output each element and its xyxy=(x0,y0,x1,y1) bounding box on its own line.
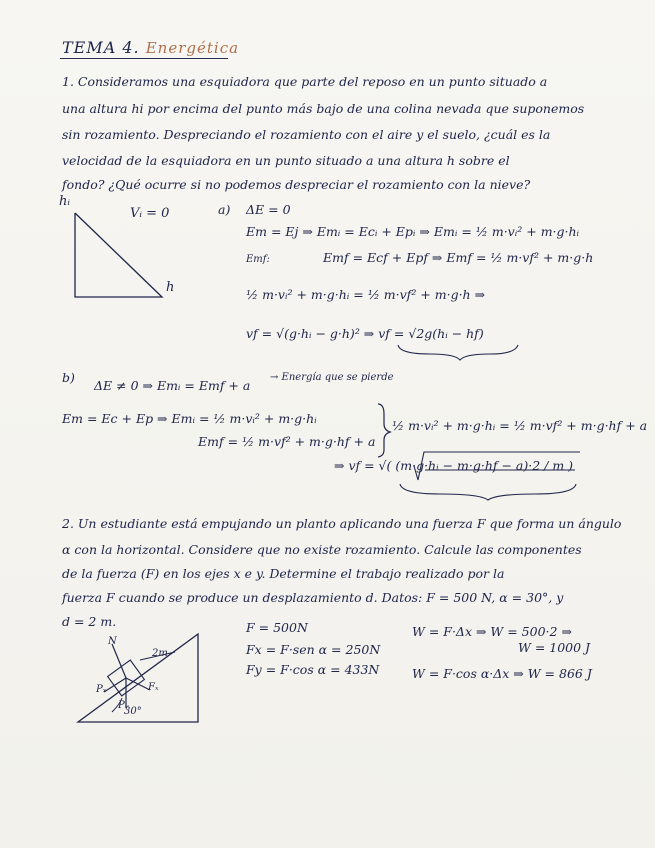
p2-work-2: W = 1000 J xyxy=(518,640,591,655)
p1-b-eq-4: Emf = ½ m·vf² + m·g·hf + a xyxy=(198,434,376,449)
p1-a-eq-6: vf = √(g·hᵢ − g·h)² ⇒ vf = √2g(hᵢ − hf) xyxy=(246,326,484,341)
p1-a-eq-2: Em = Ej ⇒ Emᵢ = Ecᵢ + Epᵢ ⇒ Emᵢ = ½ m·vᵢ² + m·g·hᵢ xyxy=(246,224,580,239)
p1-part-a-label: a) xyxy=(218,202,231,217)
p2-line-1: 2. Un estudiante está empujando un planto aplicando una fuerza F que forma un ángulo xyxy=(62,516,622,531)
p2-label-px: Pₓ xyxy=(96,684,107,695)
p2-label-n: N xyxy=(108,636,117,647)
p2-line-2: α con la horizontal. Considere que no existe rozamiento. Calcule las componentes xyxy=(62,542,582,557)
p1-a-eq-5: ½ m·vᵢ² + m·g·hᵢ = ½ m·vf² + m·g·h ⇒ xyxy=(246,287,486,302)
title-sub: Energética xyxy=(145,39,240,57)
p1-a-eq-3: Emf: xyxy=(246,254,270,265)
p2-work-3: W = F·cos α·Δx ⇒ W = 866 J xyxy=(412,666,592,681)
p2-label-py: Pᵧ xyxy=(118,700,129,711)
p2-result-2: Fx = F·sen α = 250N xyxy=(246,642,381,657)
p1-label-vi: Vᵢ = 0 xyxy=(130,206,170,221)
p1-label-h: h xyxy=(166,280,175,295)
p2-line-4: fuerza F cuando se produce un desplazamiento d. Datos: F = 500 N, α = 30°, y xyxy=(62,590,564,605)
p1-b-eq-1: ΔE ≠ 0 ⇒ Emᵢ = Emf + a xyxy=(94,378,251,393)
p2-line-3: de la fuerza (F) en los ejes x e y. Determine el trabajo realizado por la xyxy=(62,566,505,581)
p2-work-1: W = F·Δx ⇒ W = 500·2 ⇒ xyxy=(412,624,572,639)
p1-line-2: una altura hi por encima del punto más bajo de una colina nevada que suponemos xyxy=(62,101,585,116)
p1-line-1: 1. Consideramos una esquiadora que parte del reposo en un punto situado a xyxy=(62,74,548,89)
p1-line-3: sin rozamiento. Despreciando el rozamiento con el aire y el suelo, ¿cuál es la xyxy=(62,127,551,142)
title-main: TEMA 4. xyxy=(62,38,140,57)
p1-b-eq-6: ⇒ vf = √( (m·g·hᵢ − m·g·hf − a)·2 / m ) xyxy=(334,458,574,473)
p2-result-1: F = 500N xyxy=(246,620,308,635)
p1-a-eq-1: ΔE = 0 xyxy=(246,202,291,217)
p2-line-5: d = 2 m. xyxy=(62,614,117,629)
p2-label-fx: Fₓ xyxy=(148,682,159,693)
p1-b-eq-3: Em = Ec + Ep ⇒ Emᵢ = ½ m·vᵢ² + m·g·hᵢ xyxy=(62,411,317,426)
p1-line-5: fondo? ¿Qué ocurre si no podemos despreciar el rozamiento con la nieve? xyxy=(62,177,531,192)
p1-b-eq-2: → Energía que se pierde xyxy=(270,372,394,383)
p2-result-3: Fy = F·cos α = 433N xyxy=(246,662,380,677)
p1-a-eq-4: Emf = Ecf + Epf ⇒ Emf = ½ m·vf² + m·g·h xyxy=(323,250,594,265)
p1-part-b-label: b) xyxy=(62,370,75,385)
p1-label-hi: hᵢ xyxy=(59,194,70,209)
p1-line-4: velocidad de la esquiadora en un punto situado a una altura h sobre el xyxy=(62,153,510,168)
p1-b-eq-5: ½ m·vᵢ² + m·g·hᵢ = ½ m·vf² + m·g·hf + a xyxy=(392,418,648,433)
p2-label-d: 2m xyxy=(152,648,168,659)
p2-label-angle: 30° xyxy=(124,706,142,717)
